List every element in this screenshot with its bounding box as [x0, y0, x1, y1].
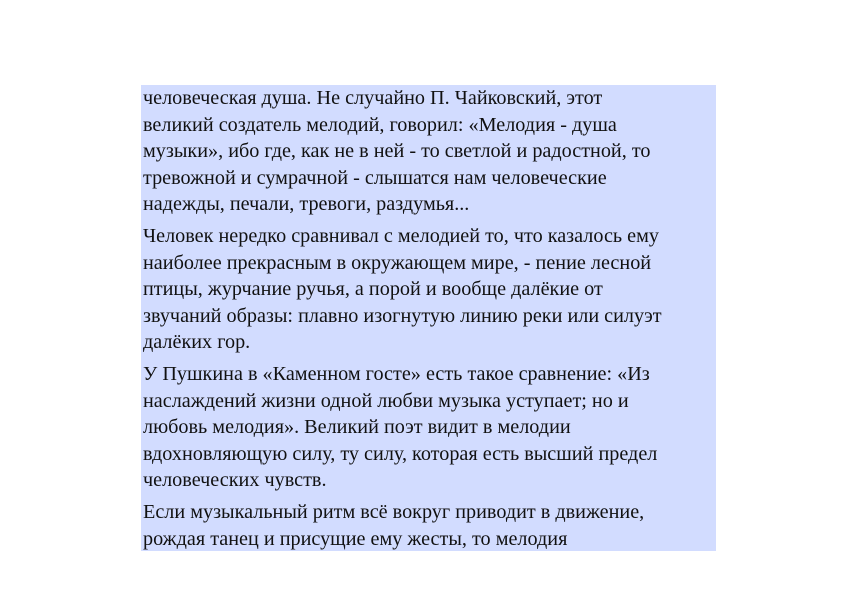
text-box	[141, 85, 716, 551]
text-line: человеческая душа. Не случайно П. Чайковский, этот	[143, 87, 603, 109]
text-line: рождая танец и присущие ему жесты, то мелодия	[143, 527, 568, 550]
text-line: великий создатель мелодий, говорил: «Мелодия - душа	[143, 113, 617, 136]
text-line: вдохновляющую силу, ту силу, которая есть высший предел	[143, 442, 658, 465]
paragraph-2	[143, 223, 714, 356]
text-line: звучаний образы: плавно изогнутую линию реки или силуэт	[143, 304, 662, 327]
paragraph-4	[143, 499, 714, 551]
text-line: Если музыкальный ритм всё вокруг приводит в движение,	[143, 500, 645, 523]
text-line: наиболее прекрасным в окружающем мире, - пение лесной	[143, 251, 652, 274]
text-line: У Пушкина в «Каменном госте» есть такое сравнение: «Из	[143, 362, 650, 385]
text-line: музыки», ибо где, как не в ней - то светлой и радостной, то	[143, 140, 651, 163]
text-line: Человек нередко сравнивал с мелодией то, что казалось ему	[143, 224, 659, 247]
text-line: наслаждений жизни одной любви музыка уступает; но и	[143, 389, 629, 412]
text-line: далёких гор.	[143, 331, 251, 354]
paragraph-3	[143, 361, 714, 494]
text-line: тревожной и сумрачной - слышатся нам человеческие	[143, 166, 607, 189]
paragraph-1	[143, 85, 714, 218]
text-line: птицы, журчание ручья, а порой и вообще далёкие от	[143, 278, 603, 301]
text-line: человеческих чувств.	[143, 469, 327, 492]
text-line: надежды, печали, тревоги, раздумья...	[143, 193, 470, 216]
text-line: любовь мелодия». Великий поэт видит в мелодии	[143, 416, 571, 439]
